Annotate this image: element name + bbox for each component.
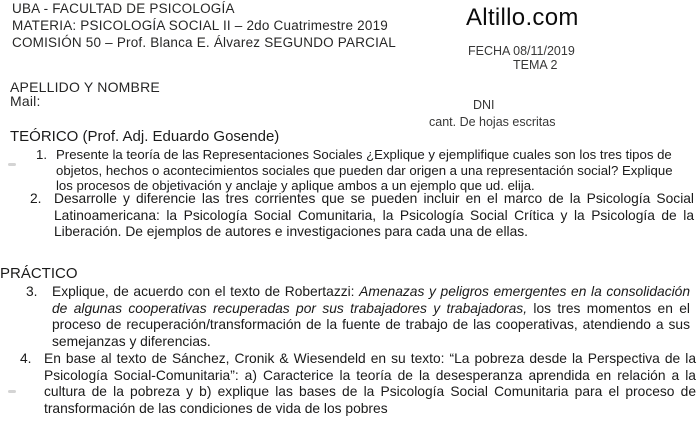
header-faculty: UBA - FACULTAD DE PSICOLOGÍA [12, 1, 235, 16]
section-title-practico: PRÁCTICO [0, 265, 78, 282]
header-sheets: cant. De hojas escritas [429, 115, 556, 129]
question-text: En base al texto de Sánchez, Cronik & Wiesendeld en su texto: “La pobreza desde la Perspectiva de la Psicología Social-Comunitaria”: a) Caracterice la teoría de la desesperanza aprendida en relación a la cultura de la pobreza y b) explique las bases de la Psicología Social Comunitaria para el proceso de transformación de las condiciones de vida de los pobres [44, 351, 696, 416]
question-number: 4. [20, 351, 32, 366]
header-commission: COMISIÓN 50 – Prof. Blanca E. Álvarez SEGUNDO PARCIAL [12, 35, 396, 50]
question-2 [30, 191, 694, 247]
question-text: Desarrolle y diferencie las tres corrientes que se pueden incluir en el marco de la Psicología Social Latinoamericana: la Psicología Social Comunitaria, la Psicología Social Crítica y la Psicología de la Liberación. De ejemplos de autores e investigaciones para cada una de ellas. [54, 191, 694, 239]
question-text-intro: Explique, de acuerdo con el texto de Robertazzi: [52, 284, 360, 299]
header-subject: MATERIA: PSICOLOGÍA SOCIAL II – 2do Cuatrimestre 2019 [12, 18, 388, 33]
header-tema: TEMA 2 [513, 58, 558, 72]
question-number: 3. [26, 284, 38, 299]
question-number: 2. [30, 191, 42, 206]
header-date: FECHA 08/11/2019 [468, 44, 575, 58]
header-dni: DNI [473, 98, 495, 112]
question-3 [26, 284, 690, 352]
header-name-field: APELLIDO Y NOMBRE [10, 79, 160, 95]
question-4 [20, 351, 696, 421]
question-text-rest: los tres momentos en el proceso de recuperación/transformación de la fuente de trabajo de las cooperativas, atendiendo a sus semejanzas y diferencias. [52, 300, 690, 349]
scan-mark [8, 390, 16, 393]
header-mail-field: Mail: [10, 93, 41, 109]
question-text-citation: Amenazas y peligros emergentes en la consolidación de algunas cooperativas recuperadas por sus trabajadores y trabajadoras, [52, 284, 690, 316]
question-text: Presente la teoría de las Representaciones Sociales ¿Explique y ejemplifique cuales son los tres tipos de objetos, hechos o acontecimientos sociales que pueden dar origen a una representación social? Explique los procesos de objetivación y anclaje y aplique ambos a un ejemplo que ud. elija. [56, 147, 673, 193]
question-number: 1. [36, 147, 47, 162]
section-title-teorico: TEÓRICO (Prof. Adj. Eduardo Gosende) [10, 128, 280, 145]
scan-mark [8, 163, 16, 166]
watermark: Altillo.com [462, 4, 583, 32]
question-text [52, 284, 690, 350]
